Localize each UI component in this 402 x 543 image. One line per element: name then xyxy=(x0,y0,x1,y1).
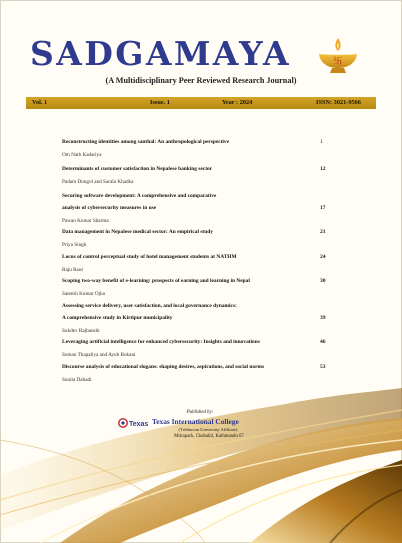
article-page: 24 xyxy=(320,254,326,260)
article-title: Leveraging artificial intelligence for enhanced cybersecurity: Insights and innovations xyxy=(62,339,260,345)
article-author: Sukdev Rajbanshi xyxy=(62,327,100,334)
article-author: Pawan Kumar Sharma xyxy=(62,217,109,224)
article-title: Assessing service delivery, user satisfaction, and local governance dynamics: xyxy=(62,303,237,309)
college-affiliation: (Tribhuvan University Affiliate) xyxy=(178,427,238,432)
oil-lamp-icon xyxy=(316,36,360,76)
article-title: Determinants of customer satisfaction in Nepalese banking sector xyxy=(62,166,213,172)
article-page: 17 xyxy=(320,205,326,211)
article-title-continued: A comprehensive study in Kirtipur municipality xyxy=(62,315,173,321)
article-author: Padam Dongol and Sarala Khadka xyxy=(62,178,134,185)
year: Year : 2024 xyxy=(222,99,253,106)
issue: Issue. 1 xyxy=(150,99,170,106)
article-author: Om Nath Kadariya xyxy=(62,151,102,158)
article-author: Sateesh Kumar Ojha xyxy=(62,290,105,297)
article-title: Locus of control perceptual study of hotel management students at NATHM xyxy=(62,254,237,260)
article-page: 12 xyxy=(320,166,326,172)
college-logo xyxy=(118,417,150,429)
article-title: Reconstructing identities among santhal: An anthropological perspective xyxy=(62,139,230,145)
article-author: Priya Singh xyxy=(62,241,87,248)
article-page: 46 xyxy=(320,339,326,345)
published-by-label: Published by: xyxy=(186,410,214,415)
article-page: 53 xyxy=(320,364,326,370)
toc-entry[interactable] xyxy=(62,278,326,298)
article-author: Raju Raut xyxy=(62,266,83,273)
article-page: 30 xyxy=(320,278,326,284)
article-title-continued: analysis of cybersecurity measures in use xyxy=(62,205,157,211)
journal-title: SADGAMAYA xyxy=(30,34,291,73)
article-title: Discourse analysis of educational slogans: shaping desires, aspirations, and social norms xyxy=(62,364,265,370)
college-address: Mitrapark, Chabahil, Kathmandu 07 xyxy=(174,434,244,439)
toc-entry[interactable] xyxy=(62,339,326,359)
issn: ISSN: 3021-9566 xyxy=(316,99,361,106)
toc-entry[interactable] xyxy=(62,254,326,274)
info-band xyxy=(26,97,376,109)
toc-entry[interactable] xyxy=(62,193,326,225)
article-title: Data management in Nepalese medical sector: An empirical study xyxy=(62,229,213,235)
article-page: 21 xyxy=(320,229,326,235)
golden-swirl-decoration xyxy=(0,380,402,543)
article-author: Sunita Dabadi xyxy=(62,376,92,383)
toc-entry[interactable] xyxy=(62,166,326,186)
logo-text: Texas xyxy=(129,421,149,428)
volume: Vol. 1 xyxy=(32,99,48,106)
college-name: Texas International College xyxy=(152,417,239,426)
article-page: 39 xyxy=(320,315,326,321)
journal-subtitle: (A Multidisciplinary Peer Reviewed Research Journal) xyxy=(105,76,297,85)
toc-entry[interactable] xyxy=(62,303,326,335)
masthead xyxy=(0,34,402,94)
toc-entry[interactable] xyxy=(62,139,323,159)
toc-entry[interactable] xyxy=(62,229,326,249)
article-author: Suman Thapaliya and Ayub Bokani xyxy=(62,351,136,358)
article-page: 1 xyxy=(320,139,323,145)
article-title: Scoping two-way benefit of e-learning: prospects of earning and learning in Nepal xyxy=(62,278,250,284)
publisher-block xyxy=(100,410,300,440)
article-title: Securing software development: A comprehensive and comparative xyxy=(62,193,217,199)
svg-text:卐: 卐 xyxy=(333,57,343,67)
